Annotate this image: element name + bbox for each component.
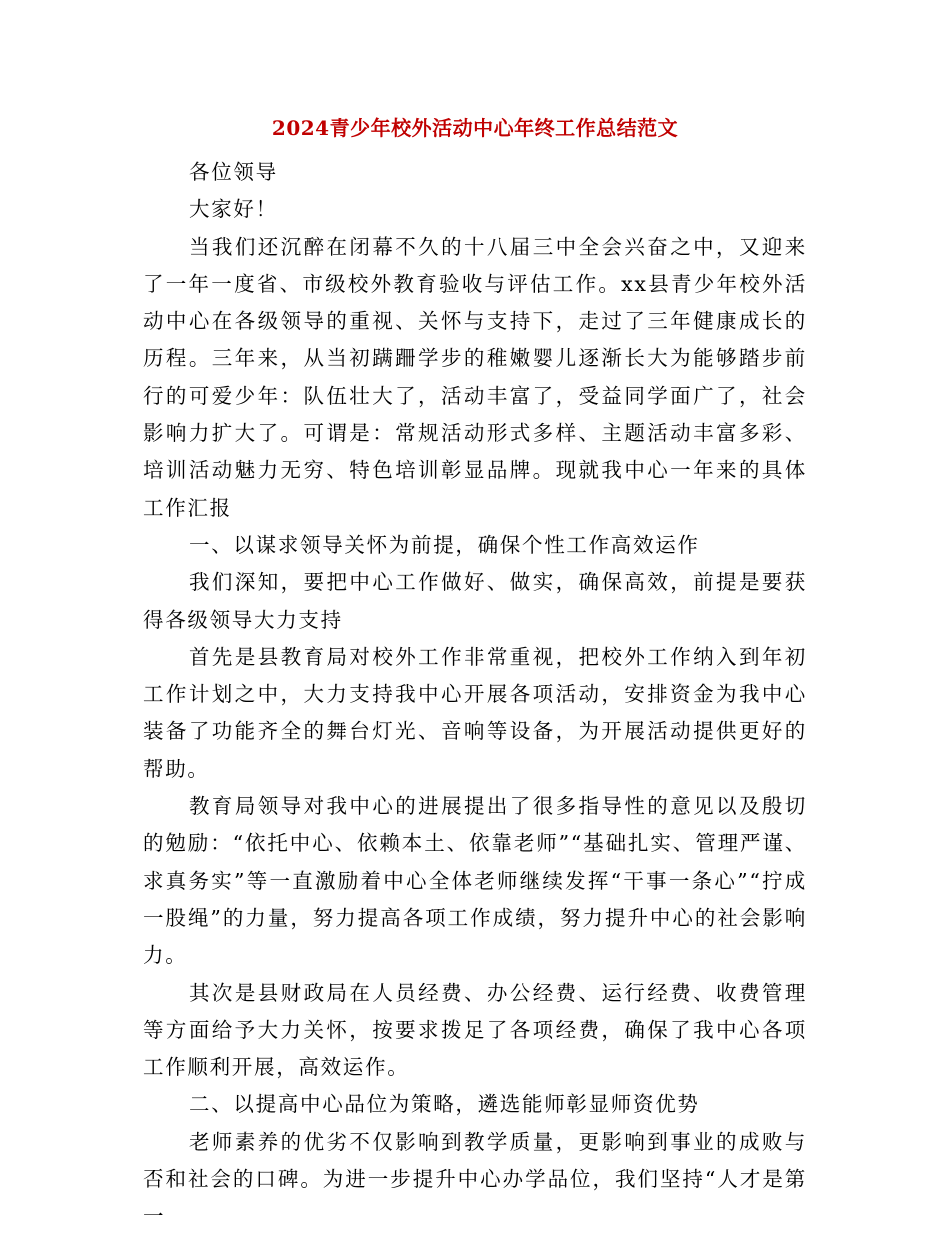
body-paragraph: 教育局领导对我中心的进展提出了很多指导性的意见以及殷切的勉励：“依托中心、依赖本土、依靠老师”“基础扎实、管理严谨、求真务实”等一直激励着中心全体老师继续发挥“干事一条心”“拧成一股绳”的力量，努力提高各项工作成绩，努力提升中心的社会影响力。 <box>143 794 807 968</box>
document-body <box>143 154 807 1236</box>
document-title: 2024青少年校外活动中心年终工作总结范文 <box>271 116 679 140</box>
body-paragraph: 首先是县教育局对校外工作非常重视，把校外工作纳入到年初工作计划之中，大力支持我中心开展各项活动，安排资金为我中心装备了功能齐全的舞台灯光、音响等设备，为开展活动提供更好的帮助。 <box>143 644 807 781</box>
salutation-leaders: 各位领导 <box>189 160 278 184</box>
salutation-greeting: 大家好！ <box>189 197 278 222</box>
section-heading-2: 二、以提高中心品位为策略，遴选能师彰显师资优势 <box>189 1092 700 1117</box>
body-paragraph: 我们深知，要把中心工作做好、做实，确保高效，前提是要获得各级领导大力支持 <box>143 570 807 632</box>
intro-paragraph: 当我们还沉醉在闭幕不久的十八届三中全会兴奋之中，又迎来了一年一度省、市级校外教育验收与评估工作。xx县青少年校外活动中心在各级领导的重视、关怀与支持下，走过了三年健康成长的历程。三年来，从当初蹒跚学步的稚嫩婴儿逐渐长大为能够踏步前行的可爱少年：队伍壮大了，活动丰富了，受益同学面广了，社会影响力扩大了。可谓是：常规活动形式多样、主题活动丰富多彩、培训活动魅力无穷、特色培训彰显品牌。现就我中心一年来的具体工作汇报 <box>143 234 807 520</box>
body-paragraph: 老师素养的优劣不仅影响到教学质量，更影响到事业的成败与否和社会的口碑。为进一步提升中心办学品位，我们坚持“人才是第一 <box>143 1129 807 1229</box>
body-paragraph: 其次是县财政局在人员经费、办公经费、运行经费、收费管理等方面给予大力关怀，按要求拨足了各项经费，确保了我中心各项工作顺利开展，高效运作。 <box>143 980 807 1080</box>
section-heading-1: 一、以谋求领导关怀为前提，确保个性工作高效运作 <box>189 532 700 557</box>
